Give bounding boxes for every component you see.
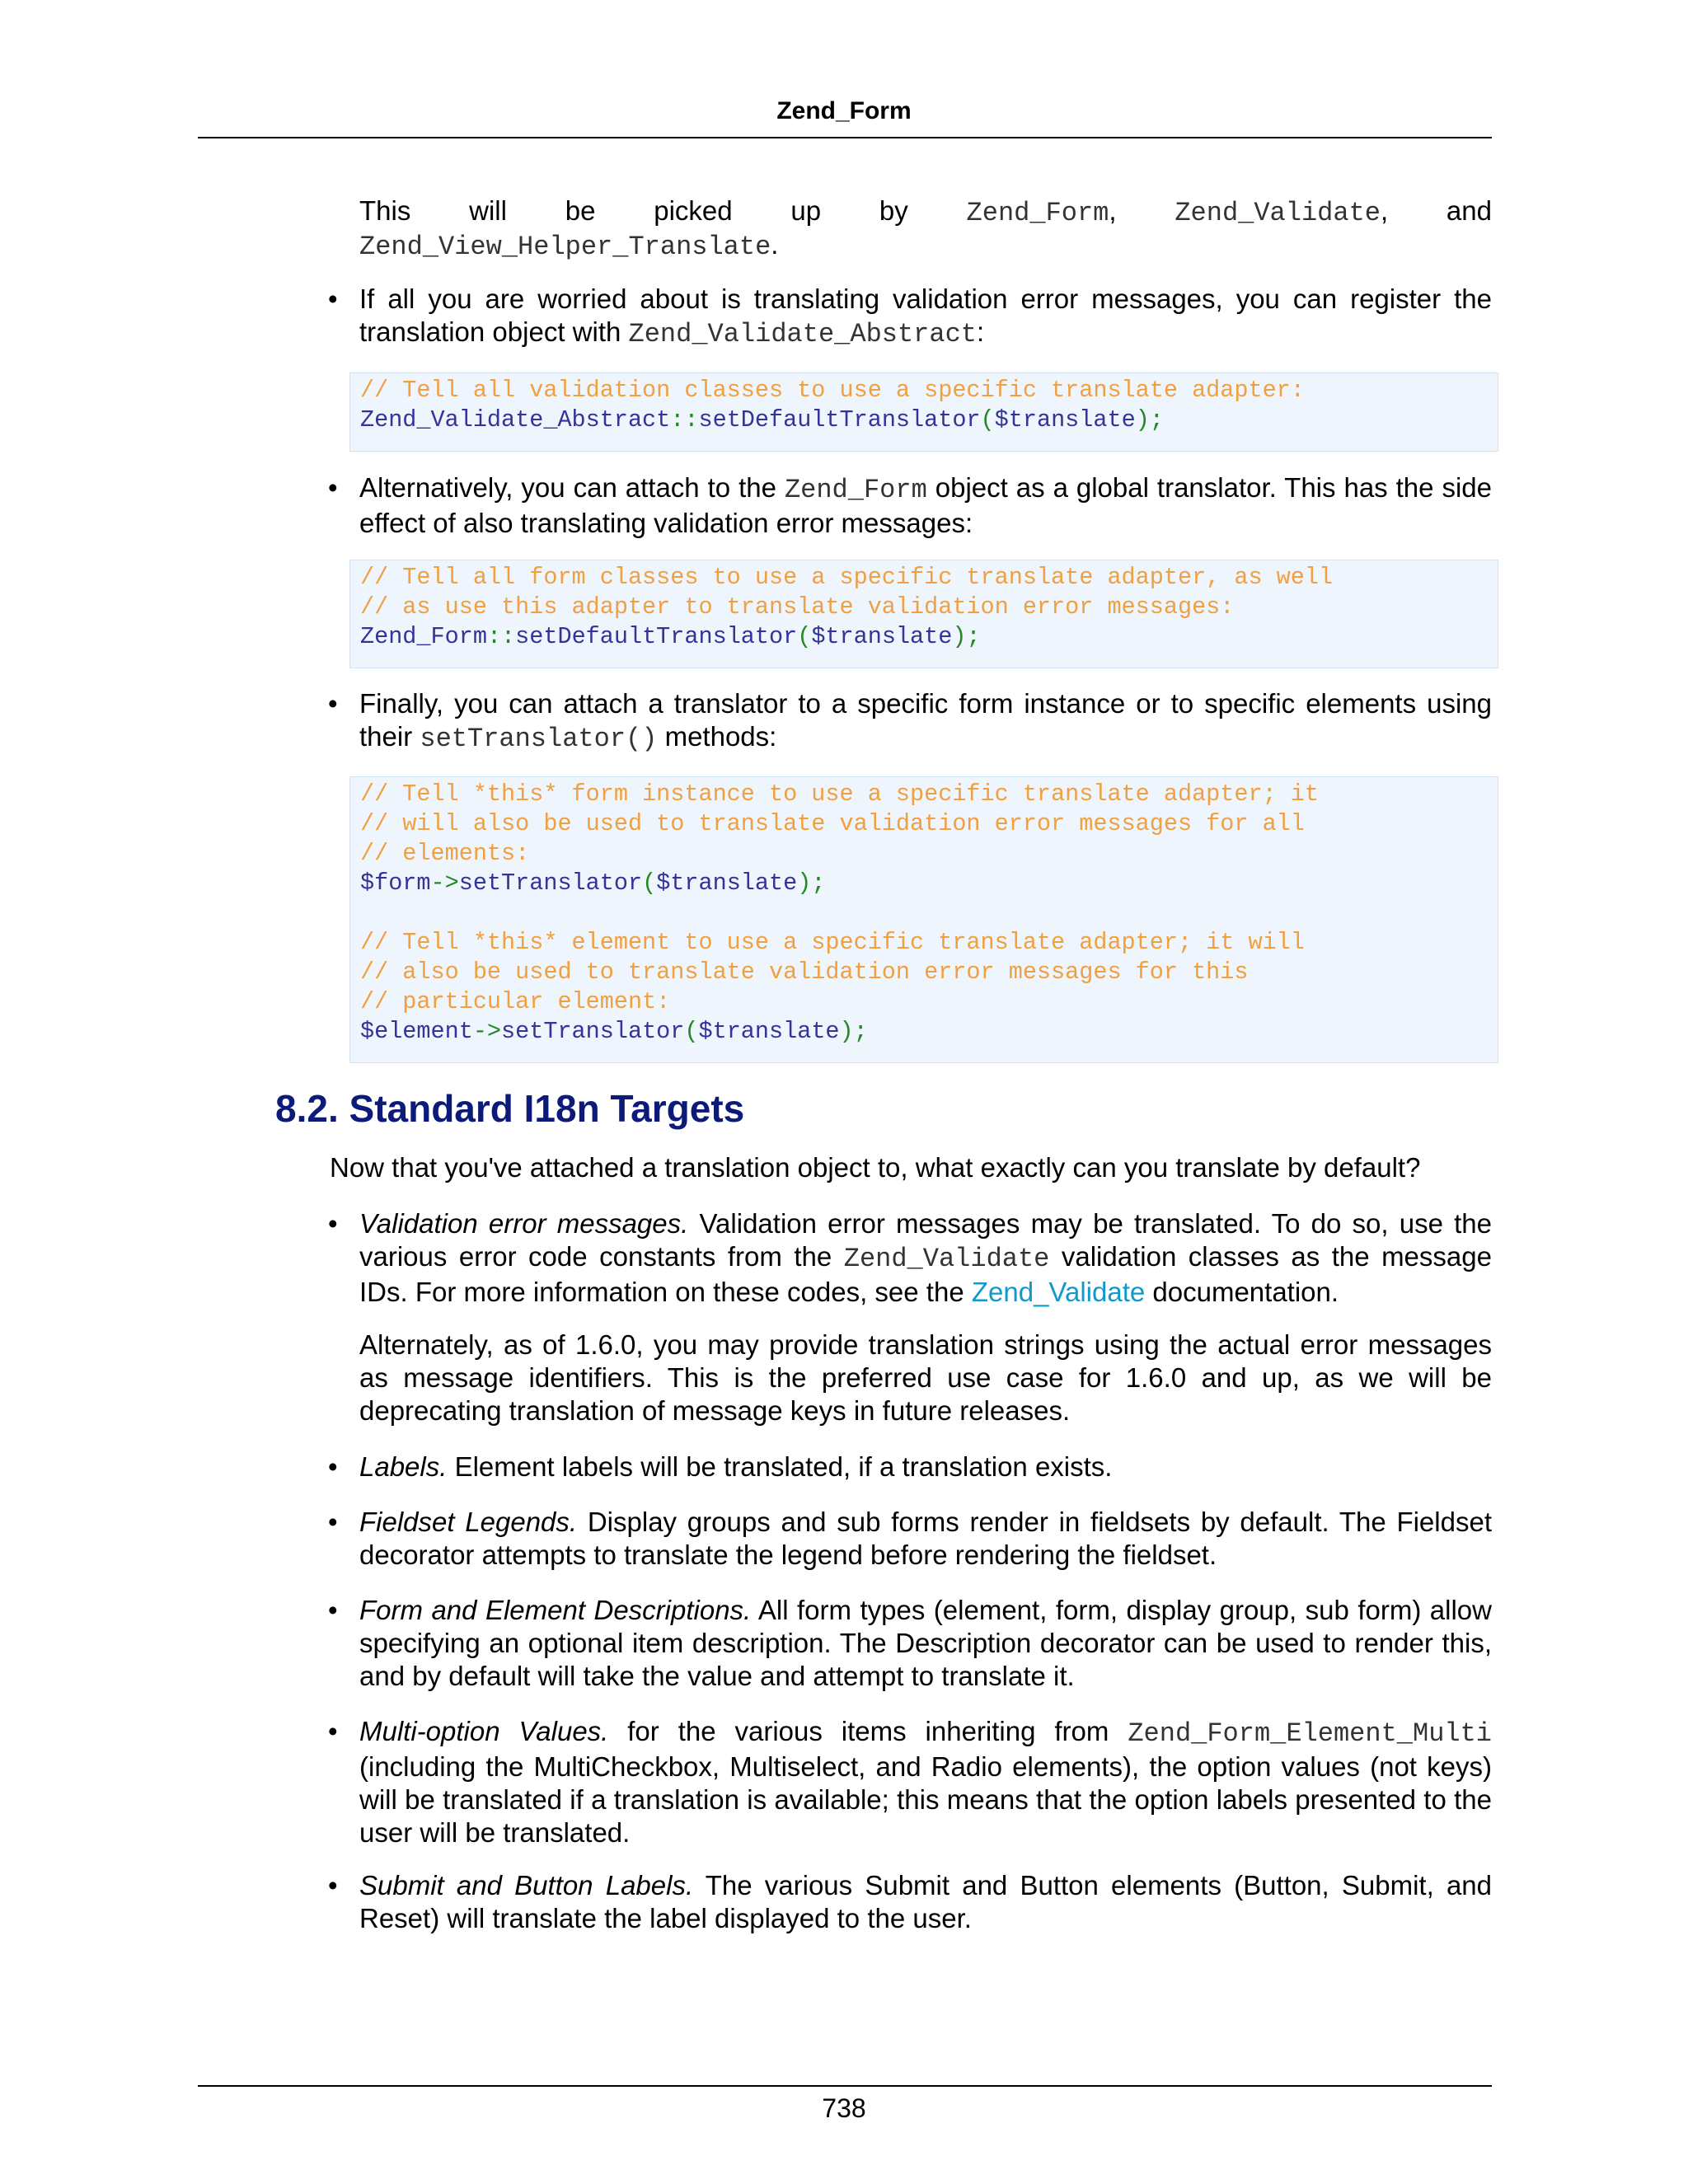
bullet-icon: • — [328, 472, 338, 503]
code-zend-view-helper-translate: Zend_View_Helper_Translate — [359, 232, 771, 262]
section-intro: Now that you've attached a translation object to, what exactly can you translate by default? — [330, 1152, 1421, 1183]
header-rule — [198, 137, 1492, 138]
section-heading: 8.2. Standard I18n Targets — [275, 1087, 745, 1130]
target-item-validation: Validation error messages. Validation error messages may be translated. To do so, use the various error code constants from the Zend_Validate validation classes as the message IDs. For more information on these codes, see the Zend_Validate documentation. — [359, 1208, 1493, 1307]
intro-paragraph-line1: This will be picked up by Zend_Form, Zend_Validate, and — [359, 195, 1492, 228]
bullet-icon: • — [328, 1507, 338, 1537]
code-zend-validate: Zend_Validate — [1175, 198, 1381, 228]
footer-rule — [198, 2085, 1492, 2087]
target-item-descriptions: Form and Element Descriptions. All form types (element, form, display group, sub form) allow specifying an optional item description. The Description decorator can be used to render this, and by default will take the value and attempt to translate it. — [359, 1595, 1492, 1691]
page-number: 738 — [822, 2093, 866, 2123]
zend-validate-link[interactable]: Zend_Validate — [971, 1277, 1146, 1307]
target-item-submit: Submit and Button Labels. The various Submit and Button elements (Button, Submit, and Reset) will translate the label displayed to the user. — [359, 1870, 1493, 1933]
bullet-icon: • — [328, 1870, 338, 1900]
code-zend-form: Zend_Form — [966, 198, 1109, 228]
code-block-3: // Tell *this* form instance to use a specific translate adapter; it // will also be used to translate validation error messages for all // elements: $form->setTranslator($translate); // Tell *this* element to use a specific translate adapter; it will // also be used to translate validation error messages for this // particular element: $element->setTranslator($translate); — [349, 776, 1498, 1063]
bullet-icon: • — [328, 1208, 338, 1239]
bullet-icon: • — [328, 1716, 338, 1746]
bullet2-text: Alternatively, you can attach to the Zend_Form object as a global translator. This has the side effect of also translating validation error messages: — [359, 472, 1493, 538]
bullet-icon: • — [328, 1451, 338, 1482]
bullet-icon: • — [328, 688, 338, 719]
target-item-legends: Fieldset Legends. Display groups and sub forms render in fieldsets by default. The Fieldset decorator attempts to translate the legend before rendering the fieldset. — [359, 1507, 1492, 1570]
code-block-1: // Tell all validation classes to use a specific translate adapter: Zend_Validate_Abstract::setDefaultTranslator($translate); — [349, 373, 1498, 452]
bullet-icon: • — [328, 1595, 338, 1625]
code-block-2: // Tell all form classes to use a specific translate adapter, as well // as use this adapter to translate validation error messages: Zend_Form::setDefaultTranslator($translate); — [349, 560, 1498, 668]
target-item-labels: Labels. Element labels will be translated, if a translation exists. — [359, 1451, 1113, 1482]
target-item-multioption: Multi-option Values. for the various items inheriting from Zend_Form_Element_Multi (including the MultiCheckbox, Multiselect, and Radio elements), the option values (not keys) will be translated if a translation is available; this means that the option labels presented to the user will be translated. — [359, 1716, 1492, 1848]
running-header-title: Zend_Form — [776, 97, 912, 124]
intro-paragraph-line2: Zend_View_Helper_Translate. — [359, 229, 779, 262]
bullet1-text: If all you are worried about is translating validation error messages, you can register the translation object with Zend_Validate_Abstract: — [359, 284, 1492, 349]
bullet3-text: Finally, you can attach a translator to a specific form instance or to specific elements using their setTranslator() methods: — [359, 688, 1492, 754]
target-item-validation-note: Alternately, as of 1.6.0, you may provide translation strings using the actual error messages as message identifiers. This is the preferred use case for 1.6.0 and up, as we will be deprecating translation of message keys in future releases. — [359, 1329, 1492, 1426]
bullet-icon: • — [328, 284, 338, 314]
